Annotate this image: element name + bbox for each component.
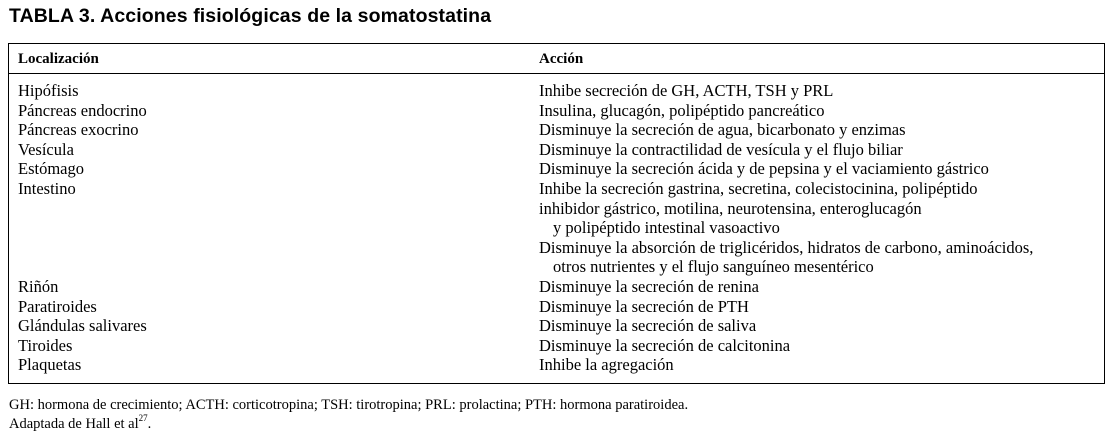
table-body: [9, 81, 1104, 375]
accion-line: Insulina, glucagón, polipéptido pancreático: [539, 100, 825, 120]
source-text: Adaptada de Hall et al: [9, 415, 139, 432]
cell-accion: [539, 277, 1104, 297]
cell-localizacion: Hipófisis: [18, 81, 79, 100]
cell-accion: [539, 159, 1104, 179]
cell-accion: [539, 316, 1104, 336]
cell-localizacion: Estómago: [18, 159, 84, 179]
cell-accion: [539, 101, 1104, 121]
column-header-localizacion: Localización: [18, 51, 99, 67]
accion-line: inhibidor gástrico, motilina, neurotensina, enteroglucagón: [539, 198, 922, 218]
table-title: TABLA 3. Acciones fisiológicas de la somatostatina: [9, 5, 492, 27]
table-row: [9, 81, 1104, 101]
table-row: [9, 179, 1104, 277]
accion-line: y polipéptido intestinal vasoactivo: [553, 218, 780, 238]
cell-localizacion: Páncreas exocrino: [18, 120, 139, 140]
table-row: [9, 277, 1104, 297]
accion-line: Disminuye la contractilidad de vesícula y el flujo biliar: [539, 139, 903, 159]
source-end: .: [147, 415, 152, 432]
cell-accion: [539, 81, 1104, 101]
accion-line: Disminuye la secreción de saliva: [539, 316, 757, 336]
cell-accion: [539, 140, 1104, 160]
cell-localizacion: Páncreas endocrino: [18, 100, 147, 120]
table-row: [9, 159, 1104, 179]
accion-line: Disminuye la secreción de agua, bicarbonato y enzimas: [539, 120, 906, 140]
cell-localizacion: Paratiroides: [18, 296, 97, 316]
column-header-accion: Acción: [539, 51, 584, 67]
accion-line: Disminuye la secreción ácida y de pepsina y el vaciamiento gástrico: [539, 159, 989, 179]
cell-accion: [539, 355, 1104, 375]
table-row: [9, 101, 1104, 121]
accion-line: Inhibe la secreción gastrina, secretina, colecistocinina, polipéptido: [539, 178, 978, 198]
accion-line: Inhibe la agregación: [539, 355, 674, 375]
data-table: [8, 43, 1105, 384]
cell-localizacion: Intestino: [18, 178, 76, 198]
cell-localizacion: Vesícula: [18, 139, 74, 159]
cell-localizacion: Glándulas salivares: [18, 316, 147, 336]
reference-number: 27: [138, 412, 148, 423]
accion-line: Inhibe secreción de GH, ACTH, TSH y PRL: [539, 81, 834, 100]
cell-accion: [539, 297, 1104, 317]
table-row: [9, 297, 1104, 317]
cell-localizacion: Riñón: [18, 276, 59, 296]
table-footnotes: [9, 396, 688, 433]
accion-line: otros nutrientes y el flujo sanguíneo mesentérico: [553, 257, 874, 277]
cell-accion: [539, 120, 1104, 140]
header-divider: [9, 73, 1104, 74]
cell-accion: [539, 179, 1104, 277]
table-row: [9, 140, 1104, 160]
table-row: [9, 336, 1104, 356]
table-row: [9, 316, 1104, 336]
cell-localizacion: Plaquetas: [18, 355, 82, 375]
abbreviations-note: GH: hormona de crecimiento; ACTH: corticotropina; TSH: tirotropina; PRL: prolactina; PTH: hormona paratiroidea.: [9, 397, 689, 413]
cell-localizacion: Tiroides: [18, 335, 73, 355]
accion-line: Disminuye la secreción de calcitonina: [539, 335, 791, 355]
cell-accion: [539, 336, 1104, 356]
table-row: [9, 355, 1104, 375]
table-row: [9, 120, 1104, 140]
accion-line: Disminuye la secreción de PTH: [539, 296, 749, 316]
accion-line: Disminuye la absorción de triglicéridos, hidratos de carbono, aminoácidos,: [539, 237, 1034, 257]
accion-line: Disminuye la secreción de renina: [539, 276, 759, 296]
source-note: [9, 412, 688, 434]
